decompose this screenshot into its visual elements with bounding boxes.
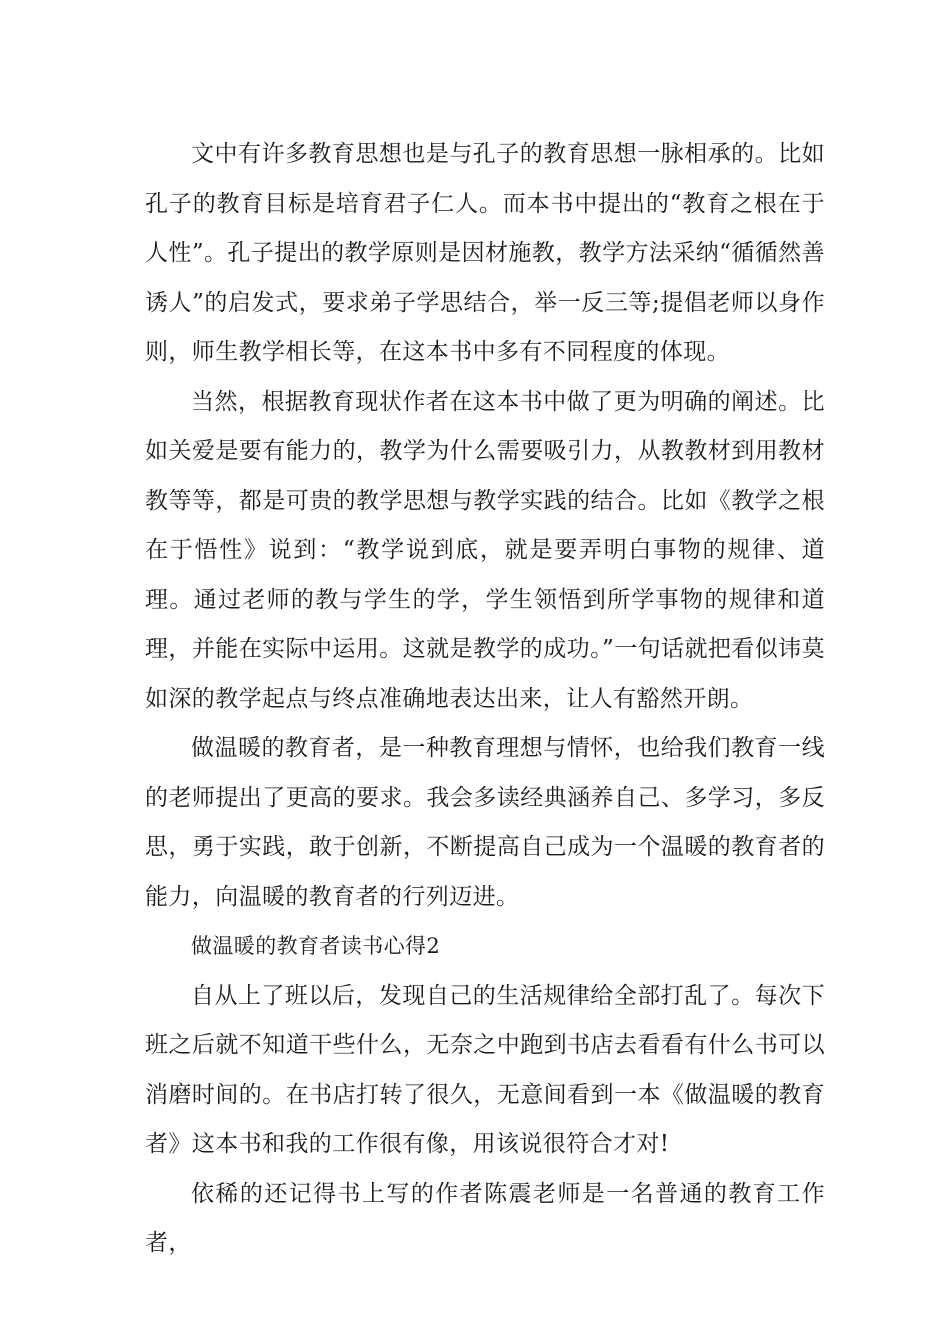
paragraph-3: 做温暖的教育者，是一种教育理想与情怀，也给我们教育一线的老师提出了更高的要求。我会多读经典涵养自己、多学习，多反思，勇于实践，敢于创新，不断提高自己成为一个温暖的教育者的能力，向温暖的教育者的行列迈进。 — [145, 735, 825, 910]
paragraph-1: 文中有许多教育思想也是与孔子的教育思想一脉相承的。比如孔子的教育目标是培育君子仁人。而本书中提出的“教育之根在于人性”。孔子提出的教学原则是因材施教，教学方法采纳“循循然善诱人”的启发式，要求弟子学思结合，举一反三等;提倡老师以身作则，师生教学相长等，在这本书中多有不同程度的体现。 — [145, 141, 825, 365]
paragraph-4: 自从上了班以后，发现自己的生活规律给全部打乱了。每次下班之后就不知道干些什么，无奈之中跑到书店去看看有什么书可以消磨时间的。在书店打转了很久，无意间看到一本《做温暖的教育者》这本书和我的工作很有像，用该说很符合才对! — [145, 982, 825, 1157]
paragraph-5: 依稀的还记得书上写的作者陈震老师是一名普通的教育工作者， — [145, 1180, 825, 1256]
document-body — [145, 130, 825, 1269]
paragraph-2: 当然，根据教育现状作者在这本书中做了更为明确的阐述。比如关爱是要有能力的，教学为什么需要吸引力，从教教材到用教材教等等，都是可贵的教学思想与教学实践的结合。比如《教学之根在于悟性》说到：“教学说到底，就是要弄明白事物的规律、道理。通过老师的教与学生的学，学生领悟到所学事物的规律和道理，并能在实际中运用。这就是教学的成功。”一句话就把看似讳莫如深的教学起点与终点准确地表达出来，让人有豁然开朗。 — [145, 388, 825, 712]
section-heading: 做温暖的教育者读书心得2 — [191, 934, 441, 958]
